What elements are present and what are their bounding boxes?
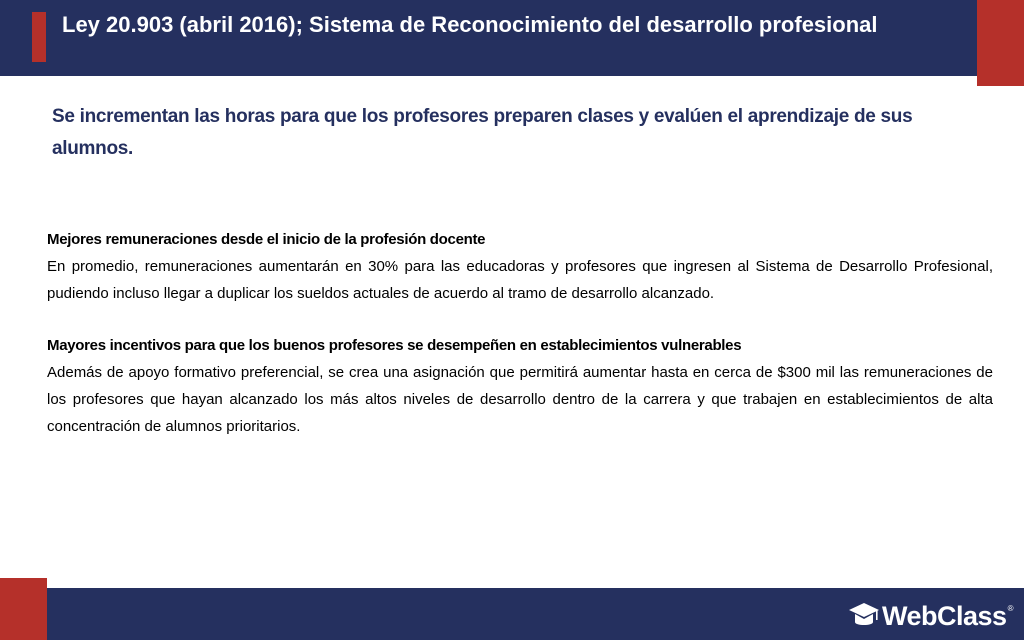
section-text: En promedio, remuneraciones aumentarán en 30% para las educadoras y profesores que ingresen al Sistema de Desarrollo Profesional, pudiendo incluso llegar a duplicar los sueldos actuales de acuerdo al tramo de desarrollo alcanzado. [47,258,993,302]
slide-title: Ley 20.903 (abril 2016); Sistema de Reconocimiento del desarrollo profesional [62,12,878,37]
footer-accent-block [0,578,47,640]
logo-text: WebClass [882,600,1007,631]
section-text: Además de apoyo formativo preferencial, se crea una asignación que permitirá aumentar hasta en cerca de $300 mil las remuneraciones de los profesores que hayan alcanzado los más altos niveles de desarrollo dentro de la carrera y que trabajen en establecimientos de alta concentración de alumnos prioritarios. [47,364,993,435]
registered-mark: ® [1007,604,1014,613]
graduation-cap-icon [848,601,880,631]
webclass-logo [848,598,1013,634]
slide-subtitle: Se incrementan las horas para que los profesores preparen clases y evalúen el aprendizaje de sus alumnos. [52,106,913,159]
section-heading: Mayores incentivos para que los buenos profesores se desempeñen en establecimientos vulnerables [47,337,742,354]
section-heading: Mejores remuneraciones desde el inicio de la profesión docente [47,231,486,248]
section-incentivos [47,332,993,440]
header-corner-block [977,0,1024,86]
header-accent-stripe [32,12,46,62]
section-remuneraciones [47,226,993,307]
slide-body [47,226,993,465]
